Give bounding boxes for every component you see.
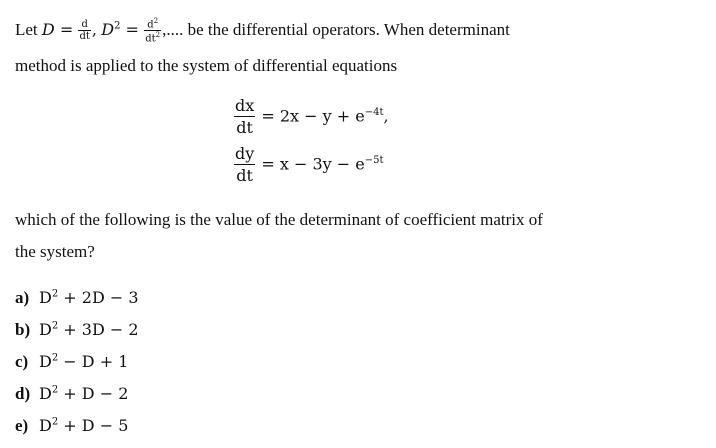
option-label: c) — [15, 352, 29, 371]
equation-1-rhs: = 2x − y + e — [261, 106, 365, 126]
d-dt-fraction: $\frac{d}{dt}$ — [79, 19, 90, 43]
equation-2-rhs: = x − 3y − e — [261, 154, 365, 174]
question-line-1: which of the following is the value of the determinant of coefficient matrix of — [15, 210, 543, 229]
dx-dt-fraction: $\frac{dx}{dt}$ — [235, 96, 255, 137]
option-a: a) $D^2 + 2D - 3$ — [15, 288, 139, 307]
option-b: b) $D^2 + 3D - 2$ — [15, 320, 139, 339]
d2-dt2-fraction: $\frac{d^2}{dt^2}$ — [145, 17, 161, 45]
option-label: d) — [15, 384, 31, 403]
let-word: Let — [15, 20, 38, 40]
intro-line-2: method is applied to the system of differential equations — [15, 56, 398, 75]
option-label: b) — [15, 320, 31, 339]
option-e: e) $D^2 + D - 5$ — [15, 416, 129, 435]
equation-2-exponent: −5t — [364, 155, 384, 167]
equation-2 — [233, 146, 384, 184]
option-label: e) — [15, 416, 29, 435]
intro-rest: be the differential operators. When determinant — [187, 20, 510, 40]
equation-1-exponent: −4t — [364, 107, 384, 119]
option-c: c) $D^2 - D + 1$ — [15, 352, 129, 371]
dy-dt-fraction: $\frac{dy}{dt}$ — [235, 144, 255, 185]
equation-1: $\frac{dx}{dt}$ = $2x - y + e^{-4t}$, — [235, 96, 389, 137]
option-d: d) $D^2 + D - 2$ — [15, 384, 129, 403]
option-label: a) — [15, 288, 30, 307]
intro-line: Let D = $\frac{d}{dt}$ , $D^2$ = $\frac{d^2}{dt^2}$ ,.... be the differential operators. When determinant — [15, 17, 510, 45]
question-line-2: the system? — [15, 242, 95, 261]
d2-operator: $D^2$ = — [101, 20, 139, 40]
d-operator: D = — [41, 20, 74, 40]
ellipsis: ,.... — [162, 20, 188, 40]
